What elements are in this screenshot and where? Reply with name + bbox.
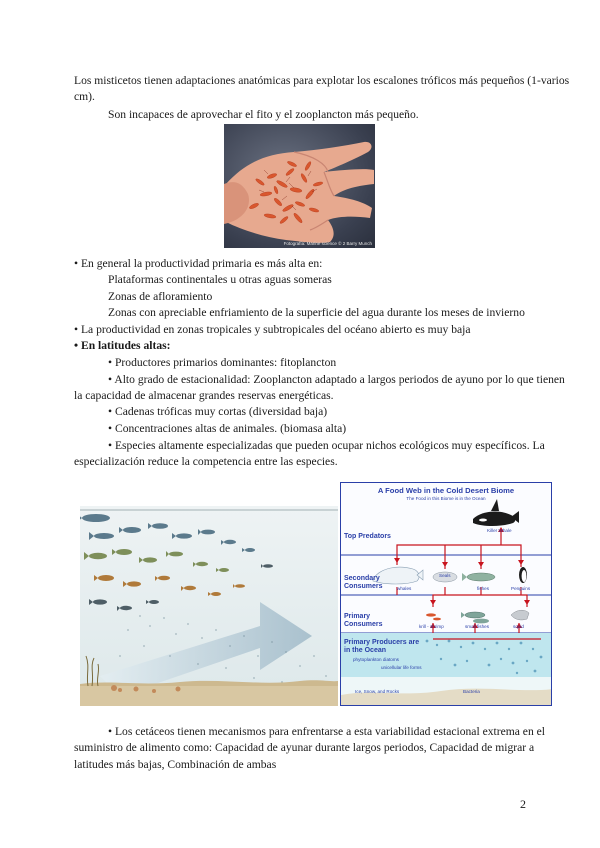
food-web-title: A Food Web in the Cold Desert Biome <box>377 486 515 495</box>
label-unicellular: unicellular life forms <box>381 665 422 670</box>
level-secondary-consumers: Secondary Consumers <box>344 575 383 590</box>
list-item: Zonas de afloramiento <box>108 290 213 303</box>
bullet-line: • En general la productividad primaria es más alta en: <box>74 257 323 270</box>
bullet-line: • Productores primarios dominantes: fitoplancton <box>108 356 337 369</box>
bullet-line: • La productividad en zonas tropicales y subtropicales del océano abierto es muy baja <box>74 323 471 336</box>
label-small-fishes: small fishes <box>465 624 489 629</box>
bullet-line: la capacidad de almacenar grandes reservas energéticas. <box>74 389 334 402</box>
paragraph-line: suministro de alimento como: Capacidad de ayunar durante largos periodos, Capacidad de migrar a <box>74 741 535 754</box>
page-number: 2 <box>520 797 526 811</box>
level-primary-consumers: Primary Consumers <box>344 613 383 628</box>
photo-credit: Fotografía: Marine science © 2 Barry Munch <box>283 241 372 246</box>
paragraph-line: cm). <box>74 90 95 103</box>
bullet-line: • Alto grado de estacionalidad: Zooplancton adaptado a largos periodos de ayuno por lo que tienen <box>108 373 565 386</box>
krill-photo <box>224 124 375 248</box>
food-web-diagram <box>340 482 552 706</box>
label-bacteria: Bacteria <box>463 689 480 694</box>
level-primary-producers: Primary Producers are in the Ocean <box>344 639 420 654</box>
label-krill-shrimp: krill - shrimp <box>419 624 444 629</box>
paragraph-line: latitudes más bajas, Combinación de ambas <box>74 758 277 771</box>
label-penguins: Penguins <box>511 586 531 591</box>
bullet-line: • Especies altamente especializadas que pueden ocupar nichos ecológicos muy específicos. La <box>108 439 545 452</box>
section-heading: • En latitudes altas: <box>74 339 171 352</box>
bullet-line: especialización reduce la competencia entre las especies. <box>74 455 338 468</box>
list-item: Zonas con apreciable enfriamiento de la superficie del agua durante los meses de invierno <box>108 306 525 319</box>
label-whales: whales <box>397 586 412 591</box>
ocean-illustration <box>80 506 338 706</box>
paragraph-line: Son incapaces de aprovechar el fito y el zooplancton más pequeño. <box>108 108 419 121</box>
paragraph-line: Los misticetos tienen adaptaciones anatómicas para explotar los escalones tróficos más pequeños (1-varios <box>74 74 570 87</box>
list-item: Plataformas continentales u otras aguas someras <box>108 273 332 286</box>
bullet-line: • Cadenas tróficas muy cortas (diversidad baja) <box>108 405 328 418</box>
bullet-line: • Los cetáceos tienen mecanismos para enfrentarse a esta variabilidad estacional extrema en el <box>108 725 546 738</box>
label-seals: Seals <box>439 573 451 578</box>
food-web-subtitle: The Food in this Biome is in the Ocean <box>406 496 486 501</box>
label-ice-snow-rocks: Ice, Snow, and Rocks <box>355 689 400 694</box>
label-phytoplankton: phytoplankton diatoms <box>353 657 399 662</box>
label-fishes: fishes <box>477 586 490 591</box>
bullet-line: • Concentraciones altas de animales. (biomasa alta) <box>108 422 347 435</box>
label-squid: squid <box>513 624 524 629</box>
label-killer-whale: Killer Whale <box>487 528 512 533</box>
level-top-predators: Top Predators <box>344 533 391 540</box>
